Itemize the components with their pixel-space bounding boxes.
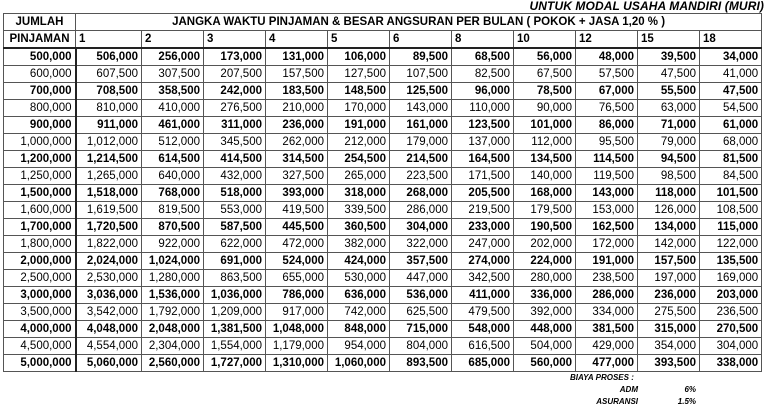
term-header: 12 <box>576 31 638 49</box>
term-header: 4 <box>266 31 328 49</box>
installment-cell: 127,500 <box>328 66 390 83</box>
installment-cell: 86,000 <box>576 117 638 134</box>
installment-cell: 79,000 <box>638 134 700 151</box>
installment-cell: 82,500 <box>452 66 514 83</box>
installment-cell: 506,000 <box>76 48 142 66</box>
installment-cell: 57,500 <box>576 66 638 83</box>
table-row <box>4 355 762 372</box>
table-row <box>4 168 762 185</box>
installment-cell: 205,500 <box>452 185 514 202</box>
loan-amount-cell: 1,250,000 <box>4 168 76 185</box>
header-pinjaman: PINJAMAN <box>4 31 76 49</box>
installment-cell: 616,500 <box>452 338 514 355</box>
installment-cell: 236,000 <box>266 117 328 134</box>
installment-cell: 54,500 <box>700 100 762 117</box>
installment-cell: 1,310,000 <box>266 355 328 372</box>
installment-cell: 393,000 <box>266 185 328 202</box>
installment-cell: 191,000 <box>328 117 390 134</box>
installment-cell: 1,209,000 <box>204 304 266 321</box>
header-row-terms <box>4 31 762 49</box>
table-row <box>4 321 762 338</box>
installment-cell: 214,500 <box>390 151 452 168</box>
installment-cell: 5,060,000 <box>76 355 142 372</box>
installment-cell: 479,500 <box>452 304 514 321</box>
installment-cell: 148,500 <box>328 83 390 100</box>
loan-amount-cell: 5,000,000 <box>4 355 76 372</box>
installment-cell: 286,000 <box>576 287 638 304</box>
term-header: 2 <box>142 31 204 49</box>
loan-amount-cell: 500,000 <box>4 48 76 66</box>
fee-row-insurance <box>570 396 696 408</box>
installment-cell: 3,036,000 <box>76 287 142 304</box>
table-row <box>4 304 762 321</box>
installment-cell: 39,500 <box>638 48 700 66</box>
installment-cell: 429,000 <box>576 338 638 355</box>
installment-cell: 125,500 <box>390 83 452 100</box>
installment-cell: 274,000 <box>452 253 514 270</box>
installment-cell: 71,000 <box>638 117 700 134</box>
table-row <box>4 270 762 287</box>
installment-cell: 4,554,000 <box>76 338 142 355</box>
table-row <box>4 48 762 66</box>
installment-cell: 84,500 <box>700 168 762 185</box>
installment-cell: 112,000 <box>514 134 576 151</box>
installment-cell: 172,000 <box>576 236 638 253</box>
installment-cell: 236,500 <box>700 304 762 321</box>
installment-cell: 2,024,000 <box>76 253 142 270</box>
installment-cell: 179,500 <box>514 202 576 219</box>
installment-cell: 553,000 <box>204 202 266 219</box>
installment-cell: 307,500 <box>142 66 204 83</box>
fee-label: ADM <box>619 385 638 394</box>
installment-cell: 94,500 <box>638 151 700 168</box>
process-fees <box>570 372 696 408</box>
installment-cell: 414,500 <box>204 151 266 168</box>
installment-cell: 41,000 <box>700 66 762 83</box>
table-row <box>4 185 762 202</box>
installment-cell: 1,214,500 <box>76 151 142 168</box>
installment-cell: 893,500 <box>390 355 452 372</box>
installment-cell: 863,500 <box>204 270 266 287</box>
loan-amount-cell: 4,500,000 <box>4 338 76 355</box>
installment-cell: 3,542,000 <box>76 304 142 321</box>
table-row <box>4 134 762 151</box>
installment-table <box>3 13 762 372</box>
installment-cell: 1,048,000 <box>266 321 328 338</box>
installment-cell: 804,000 <box>390 338 452 355</box>
installment-cell: 280,000 <box>514 270 576 287</box>
installment-cell: 304,000 <box>700 338 762 355</box>
installment-cell: 106,000 <box>328 48 390 66</box>
term-header: 5 <box>328 31 390 49</box>
installment-cell: 122,000 <box>700 236 762 253</box>
page-title: UNTUK MODAL USAHA MANDIRI (MURI) <box>529 0 764 13</box>
installment-cell: 461,000 <box>142 117 204 134</box>
installment-cell: 140,000 <box>514 168 576 185</box>
loan-amount-cell: 3,500,000 <box>4 304 76 321</box>
installment-cell: 411,000 <box>452 287 514 304</box>
installment-cell: 48,000 <box>576 48 638 66</box>
installment-cell: 108,500 <box>700 202 762 219</box>
installment-cell: 143,000 <box>576 185 638 202</box>
loan-amount-cell: 600,000 <box>4 66 76 83</box>
installment-cell: 614,500 <box>142 151 204 168</box>
installment-cell: 123,500 <box>452 117 514 134</box>
installment-cell: 518,000 <box>204 185 266 202</box>
loan-amount-cell: 2,500,000 <box>4 270 76 287</box>
installment-cell: 2,530,000 <box>76 270 142 287</box>
installment-cell: 262,000 <box>266 134 328 151</box>
installment-cell: 207,500 <box>204 66 266 83</box>
installment-cell: 61,000 <box>700 117 762 134</box>
installment-cell: 1,619,500 <box>76 202 142 219</box>
table-row <box>4 151 762 168</box>
table-row <box>4 66 762 83</box>
installment-cell: 636,000 <box>328 287 390 304</box>
installment-cell: 819,500 <box>142 202 204 219</box>
installment-cell: 161,000 <box>390 117 452 134</box>
installment-cell: 137,000 <box>452 134 514 151</box>
installment-cell: 286,000 <box>390 202 452 219</box>
installment-cell: 190,500 <box>514 219 576 236</box>
installment-cell: 2,304,000 <box>142 338 204 355</box>
installment-cell: 381,500 <box>576 321 638 338</box>
installment-cell: 210,000 <box>266 100 328 117</box>
table-row <box>4 83 762 100</box>
installment-cell: 504,000 <box>514 338 576 355</box>
installment-cell: 848,000 <box>328 321 390 338</box>
installment-cell: 268,000 <box>390 185 452 202</box>
installment-cell: 1,727,000 <box>204 355 266 372</box>
fee-value: 6% <box>684 385 696 394</box>
installment-cell: 223,500 <box>390 168 452 185</box>
installment-cell: 256,000 <box>142 48 204 66</box>
installment-cell: 445,500 <box>266 219 328 236</box>
installment-cell: 311,000 <box>204 117 266 134</box>
installment-cell: 276,500 <box>204 100 266 117</box>
installment-cell: 173,000 <box>204 48 266 66</box>
loan-amount-cell: 900,000 <box>4 117 76 134</box>
installment-cell: 524,000 <box>266 253 328 270</box>
installment-cell: 101,500 <box>700 185 762 202</box>
loan-amount-cell: 700,000 <box>4 83 76 100</box>
installment-cell: 1,554,000 <box>204 338 266 355</box>
installment-cell: 345,500 <box>204 134 266 151</box>
installment-cell: 134,000 <box>638 219 700 236</box>
installment-cell: 410,000 <box>142 100 204 117</box>
installment-cell: 691,000 <box>204 253 266 270</box>
loan-amount-cell: 1,800,000 <box>4 236 76 253</box>
installment-cell: 1,792,000 <box>142 304 204 321</box>
installment-cell: 95,500 <box>576 134 638 151</box>
installment-cell: 89,500 <box>390 48 452 66</box>
installment-cell: 1,012,000 <box>76 134 142 151</box>
table-row <box>4 253 762 270</box>
installment-cell: 157,500 <box>638 253 700 270</box>
installment-cell: 768,000 <box>142 185 204 202</box>
installment-cell: 270,500 <box>700 321 762 338</box>
installment-cell: 1,381,500 <box>204 321 266 338</box>
header-row-top <box>4 14 762 31</box>
installment-cell: 247,000 <box>452 236 514 253</box>
loan-amount-cell: 1,600,000 <box>4 202 76 219</box>
installment-cell: 126,000 <box>638 202 700 219</box>
installment-cell: 118,000 <box>638 185 700 202</box>
loan-amount-cell: 1,200,000 <box>4 151 76 168</box>
installment-cell: 242,000 <box>204 83 266 100</box>
installment-cell: 322,000 <box>390 236 452 253</box>
table-body <box>4 48 762 372</box>
installment-cell: 336,000 <box>514 287 576 304</box>
installment-cell: 34,000 <box>700 48 762 66</box>
installment-cell: 212,000 <box>328 134 390 151</box>
installment-cell: 233,000 <box>452 219 514 236</box>
installment-cell: 358,500 <box>142 83 204 100</box>
installment-cell: 191,000 <box>576 253 638 270</box>
loan-amount-cell: 1,500,000 <box>4 185 76 202</box>
term-header: 1 <box>76 31 142 49</box>
installment-cell: 786,000 <box>266 287 328 304</box>
loan-amount-cell: 4,000,000 <box>4 321 76 338</box>
installment-cell: 432,000 <box>204 168 266 185</box>
installment-cell: 548,000 <box>452 321 514 338</box>
table-row <box>4 100 762 117</box>
installment-cell: 1,265,000 <box>76 168 142 185</box>
installment-cell: 168,000 <box>514 185 576 202</box>
installment-cell: 512,000 <box>142 134 204 151</box>
loan-amount-cell: 1,000,000 <box>4 134 76 151</box>
installment-cell: 448,000 <box>514 321 576 338</box>
installment-cell: 922,000 <box>142 236 204 253</box>
installment-cell: 911,000 <box>76 117 142 134</box>
installment-cell: 1,720,500 <box>76 219 142 236</box>
installment-cell: 315,000 <box>638 321 700 338</box>
table-row <box>4 287 762 304</box>
installment-cell: 4,048,000 <box>76 321 142 338</box>
table-row <box>4 219 762 236</box>
installment-cell: 143,000 <box>390 100 452 117</box>
installment-cell: 477,000 <box>576 355 638 372</box>
installment-cell: 101,000 <box>514 117 576 134</box>
installment-cell: 1,822,000 <box>76 236 142 253</box>
installment-cell: 114,500 <box>576 151 638 168</box>
installment-cell: 1,179,000 <box>266 338 328 355</box>
fees-heading: BIAYA PROSES : <box>570 373 634 382</box>
term-header: 18 <box>700 31 762 49</box>
installment-cell: 530,000 <box>328 270 390 287</box>
installment-cell: 157,500 <box>266 66 328 83</box>
installment-cell: 424,000 <box>328 253 390 270</box>
installment-cell: 327,500 <box>266 168 328 185</box>
installment-cell: 392,000 <box>514 304 576 321</box>
installment-cell: 63,000 <box>638 100 700 117</box>
installment-cell: 685,000 <box>452 355 514 372</box>
term-header: 8 <box>452 31 514 49</box>
installment-cell: 90,000 <box>514 100 576 117</box>
installment-cell: 107,500 <box>390 66 452 83</box>
installment-cell: 67,000 <box>576 83 638 100</box>
installment-cell: 56,000 <box>514 48 576 66</box>
installment-cell: 275,500 <box>638 304 700 321</box>
installment-cell: 318,000 <box>328 185 390 202</box>
installment-cell: 708,500 <box>76 83 142 100</box>
term-header: 3 <box>204 31 266 49</box>
term-header: 10 <box>514 31 576 49</box>
installment-cell: 870,500 <box>142 219 204 236</box>
installment-cell: 142,000 <box>638 236 700 253</box>
installment-cell: 338,000 <box>700 355 762 372</box>
installment-cell: 560,000 <box>514 355 576 372</box>
installment-cell: 197,000 <box>638 270 700 287</box>
table-row <box>4 338 762 355</box>
installment-cell: 655,000 <box>266 270 328 287</box>
table-row <box>4 236 762 253</box>
installment-cell: 334,000 <box>576 304 638 321</box>
installment-cell: 640,000 <box>142 168 204 185</box>
installment-cell: 304,000 <box>390 219 452 236</box>
installment-cell: 224,000 <box>514 253 576 270</box>
installment-cell: 265,000 <box>328 168 390 185</box>
fee-value: 1.5% <box>677 397 696 406</box>
installment-cell: 419,500 <box>266 202 328 219</box>
installment-cell: 382,000 <box>328 236 390 253</box>
installment-cell: 238,500 <box>576 270 638 287</box>
loan-amount-cell: 1,700,000 <box>4 219 76 236</box>
installment-cell: 131,000 <box>266 48 328 66</box>
installment-cell: 2,560,000 <box>142 355 204 372</box>
installment-cell: 96,000 <box>452 83 514 100</box>
installment-cell: 183,500 <box>266 83 328 100</box>
installment-cell: 339,500 <box>328 202 390 219</box>
installment-cell: 1,036,000 <box>204 287 266 304</box>
installment-cell: 354,000 <box>638 338 700 355</box>
installment-cell: 68,500 <box>452 48 514 66</box>
installment-cell: 171,500 <box>452 168 514 185</box>
installment-cell: 607,500 <box>76 66 142 83</box>
installment-cell: 360,500 <box>328 219 390 236</box>
installment-cell: 55,500 <box>638 83 700 100</box>
installment-cell: 472,000 <box>266 236 328 253</box>
installment-cell: 78,500 <box>514 83 576 100</box>
installment-cell: 202,000 <box>514 236 576 253</box>
installment-cell: 1,024,000 <box>142 253 204 270</box>
installment-cell: 625,500 <box>390 304 452 321</box>
term-header: 15 <box>638 31 700 49</box>
installment-cell: 162,500 <box>576 219 638 236</box>
installment-cell: 1,518,000 <box>76 185 142 202</box>
header-term-caption: JANGKA WAKTU PINJAMAN & BESAR ANGSURAN PER BULAN ( POKOK + JASA 1,20 % ) <box>76 14 762 31</box>
installment-cell: 254,500 <box>328 151 390 168</box>
installment-cell: 47,500 <box>638 66 700 83</box>
installment-cell: 169,000 <box>700 270 762 287</box>
installment-cell: 219,500 <box>452 202 514 219</box>
loan-amount-cell: 3,000,000 <box>4 287 76 304</box>
installment-cell: 622,000 <box>204 236 266 253</box>
installment-cell: 170,000 <box>328 100 390 117</box>
fee-row-adm <box>570 384 696 396</box>
installment-cell: 742,000 <box>328 304 390 321</box>
installment-cell: 119,500 <box>576 168 638 185</box>
installment-cell: 153,000 <box>576 202 638 219</box>
installment-cell: 447,000 <box>390 270 452 287</box>
header-jumlah: JUMLAH <box>4 14 76 31</box>
installment-cell: 110,000 <box>452 100 514 117</box>
installment-cell: 917,000 <box>266 304 328 321</box>
installment-cell: 68,000 <box>700 134 762 151</box>
installment-cell: 715,000 <box>390 321 452 338</box>
installment-cell: 47,500 <box>700 83 762 100</box>
installment-cell: 1,060,000 <box>328 355 390 372</box>
installment-cell: 393,500 <box>638 355 700 372</box>
installment-cell: 179,000 <box>390 134 452 151</box>
loan-amount-cell: 2,000,000 <box>4 253 76 270</box>
installment-cell: 810,000 <box>76 100 142 117</box>
term-header: 6 <box>390 31 452 49</box>
installment-cell: 115,000 <box>700 219 762 236</box>
installment-cell: 342,500 <box>452 270 514 287</box>
installment-cell: 76,500 <box>576 100 638 117</box>
installment-cell: 536,000 <box>390 287 452 304</box>
loan-amount-cell: 800,000 <box>4 100 76 117</box>
installment-cell: 203,000 <box>700 287 762 304</box>
installment-cell: 67,500 <box>514 66 576 83</box>
installment-cell: 587,500 <box>204 219 266 236</box>
installment-cell: 164,500 <box>452 151 514 168</box>
installment-cell: 134,500 <box>514 151 576 168</box>
installment-cell: 236,000 <box>638 287 700 304</box>
installment-cell: 98,500 <box>638 168 700 185</box>
installment-cell: 1,280,000 <box>142 270 204 287</box>
installment-cell: 135,500 <box>700 253 762 270</box>
fee-label: ASURANSI <box>596 397 638 406</box>
installment-cell: 314,500 <box>266 151 328 168</box>
installment-cell: 357,500 <box>390 253 452 270</box>
installment-cell: 2,048,000 <box>142 321 204 338</box>
table-row <box>4 117 762 134</box>
table-row <box>4 202 762 219</box>
installment-cell: 954,000 <box>328 338 390 355</box>
installment-cell: 1,536,000 <box>142 287 204 304</box>
installment-cell: 81,500 <box>700 151 762 168</box>
